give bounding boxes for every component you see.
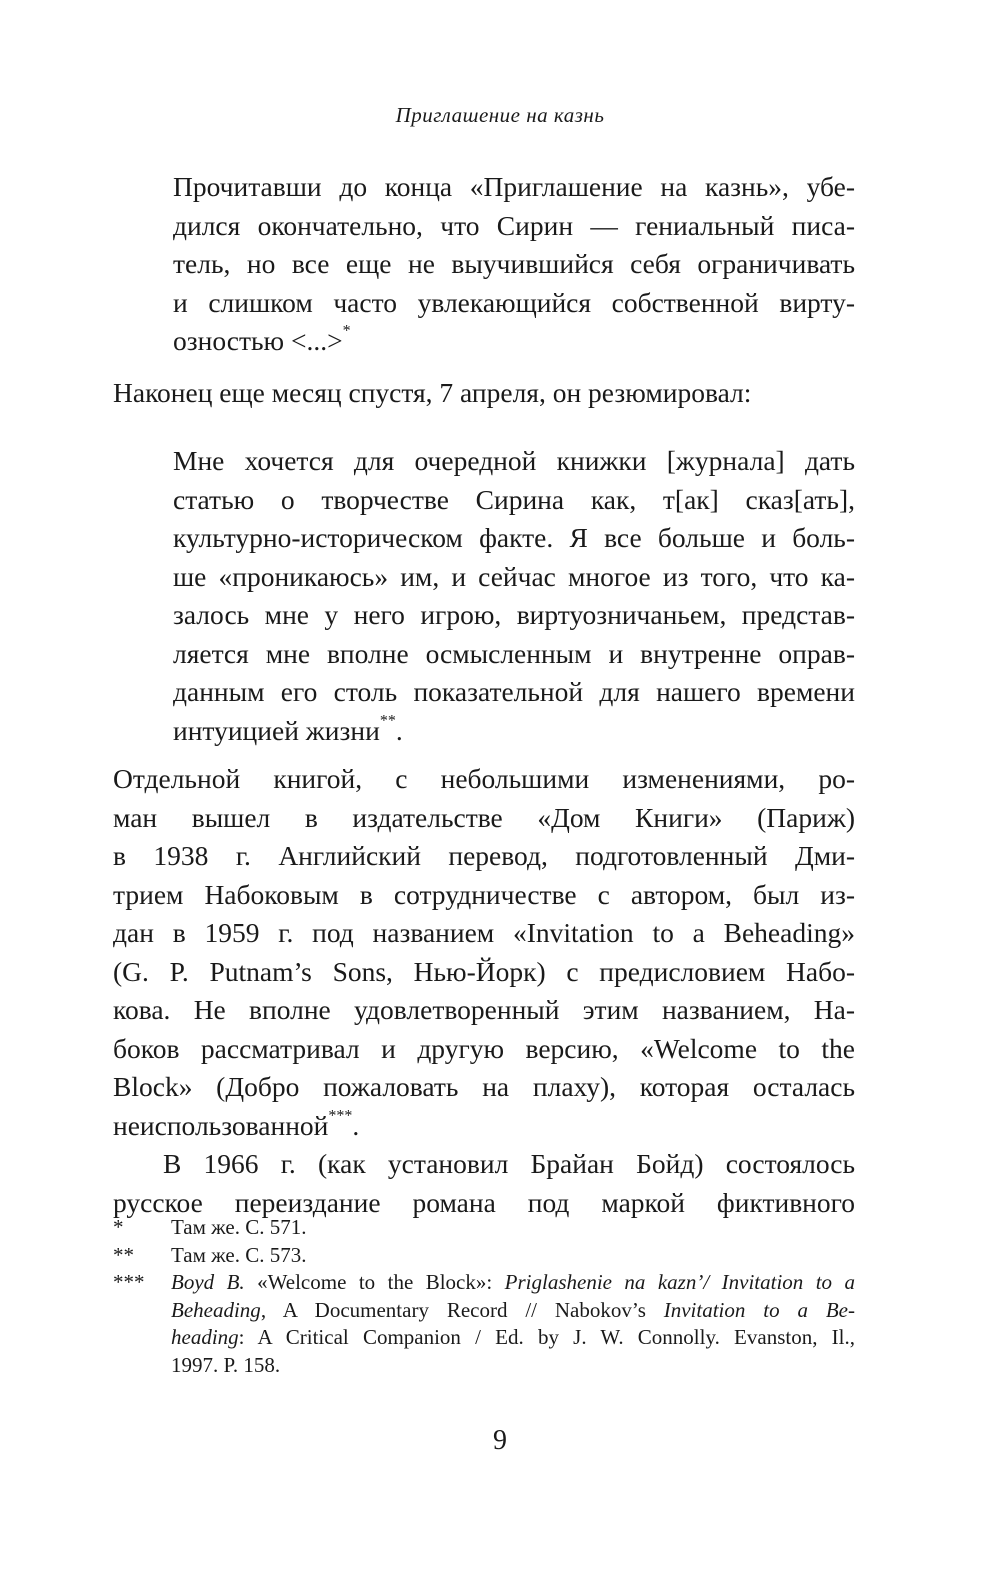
para2-line: дан в 1959 г. под названием «Invitation to a Beheading» bbox=[113, 917, 855, 948]
paragraph-2 bbox=[113, 760, 855, 1222]
quote1-line: тель, но все еще не выучившийся себя ограничивать bbox=[173, 248, 855, 279]
quote2-line: данным его столь показательной для нашего времени bbox=[173, 676, 855, 707]
footnote-segment: : A Critical Companion / Ed. by J. W. Connolly. Evanston, Il., bbox=[238, 1325, 855, 1349]
footnote-text-line: 1997. P. 158. bbox=[171, 1352, 281, 1377]
footnote-2 bbox=[113, 1242, 855, 1270]
footnote-ref-3: *** bbox=[328, 1107, 353, 1125]
quote2-last-line bbox=[173, 712, 855, 751]
quote1-line: дился окончательно, что Сирин — гениальный писа- bbox=[173, 209, 855, 241]
para2-last-line bbox=[113, 1107, 855, 1146]
quote1-line-text: озностью <...> bbox=[173, 325, 343, 356]
footnote-mark: *** bbox=[113, 1270, 145, 1294]
quote2-line: статью о творчестве Сирина как, т[ак] сказ[ать], bbox=[173, 483, 855, 515]
footnote-text-line bbox=[171, 1324, 855, 1352]
running-head: Приглашение на казнь bbox=[395, 103, 605, 127]
footnote-1 bbox=[113, 1214, 855, 1242]
para3-line: В 1966 г. (как установил Брайан Бойд) состоялось bbox=[163, 1148, 855, 1179]
footnote-author: Boyd B. bbox=[171, 1270, 245, 1294]
page-number: 9 bbox=[493, 1425, 507, 1456]
footnote-3 bbox=[113, 1269, 855, 1379]
quote2-line-text: интуицией жизни bbox=[173, 714, 380, 746]
para3-line: русское переиздание романа под маркой фиктивного bbox=[113, 1186, 855, 1218]
para2-end-punct: . bbox=[352, 1109, 360, 1141]
footnote-ref-1: * bbox=[342, 322, 351, 340]
footnote-title: Priglashenie na kazn’/ Invitation to a bbox=[504, 1270, 855, 1294]
footnote-text: Там же. С. 573. bbox=[171, 1242, 307, 1267]
footnote-title: heading bbox=[171, 1325, 239, 1349]
para1-line: Наконец еще месяц спустя, 7 апреля, он резюмировал: bbox=[113, 377, 752, 408]
quote1-line: Прочитавши до конца «Приглашение на казнь», убе- bbox=[173, 171, 855, 202]
footnote-mark: * bbox=[113, 1215, 124, 1239]
para2-line: трием Набоковым в сотрудничестве с автором, был из- bbox=[113, 878, 855, 910]
quote2-end-punct: . bbox=[395, 714, 403, 746]
footnote-title: Invitation to a Be- bbox=[663, 1297, 855, 1322]
quote2-line: Мне хочется для очередной книжки [журнала] дать bbox=[173, 445, 855, 476]
footnote-text: Там же. С. 571. bbox=[171, 1215, 307, 1239]
para2-line: Block» (Добро пожаловать на плаху), которая осталась bbox=[113, 1071, 855, 1102]
para2-line-text: неиспользованной bbox=[113, 1109, 329, 1141]
footnote-text-line bbox=[171, 1269, 855, 1297]
block-quote-2 bbox=[173, 442, 855, 750]
para2-line: в 1938 г. Английский перевод, подготовленный Дми- bbox=[113, 840, 855, 871]
footnotes bbox=[113, 1214, 855, 1379]
quote1-line: и слишком часто увлекающийся собственной вирту- bbox=[173, 286, 855, 318]
block-quote-1 bbox=[173, 168, 855, 361]
quote2-line: залось мне у него игрою, виртуозничаньем, представ- bbox=[173, 599, 855, 630]
paragraph-1 bbox=[113, 374, 855, 413]
footnote-mark: ** bbox=[113, 1242, 134, 1267]
para2-line: (G. P. Putnam’s Sons, Нью-Йорк) с предисловием Набо- bbox=[113, 955, 855, 987]
footnote-text-line bbox=[171, 1297, 855, 1325]
footnote-segment: , A Documentary Record // Nabokov’s bbox=[260, 1297, 664, 1322]
footnote-ref-2: ** bbox=[379, 712, 396, 730]
para2-line: Отдельной книгой, с небольшими изменениями, ро- bbox=[113, 763, 855, 794]
footnote-title: Beheading bbox=[171, 1297, 261, 1322]
para2-line: ман вышел в издательстве «Дом Книги» (Париж) bbox=[113, 801, 855, 833]
para2-line: боков рассматривал и другую версию, «Welcome to the bbox=[113, 1032, 855, 1064]
quote2-line: культурно-историческом факте. Я все больше и боль- bbox=[173, 522, 855, 553]
quote2-line: ше «проникаюсь» им, и сейчас многое из того, что ка- bbox=[173, 560, 855, 592]
quote2-line: ляется мне вполне осмысленным и внутренне оправ- bbox=[173, 637, 855, 669]
quote1-last-line bbox=[173, 322, 855, 361]
para2-line: кова. Не вполне удовлетворенный этим названием, На- bbox=[113, 994, 855, 1025]
footnote-segment: «Welcome to the Block»: bbox=[244, 1270, 505, 1294]
